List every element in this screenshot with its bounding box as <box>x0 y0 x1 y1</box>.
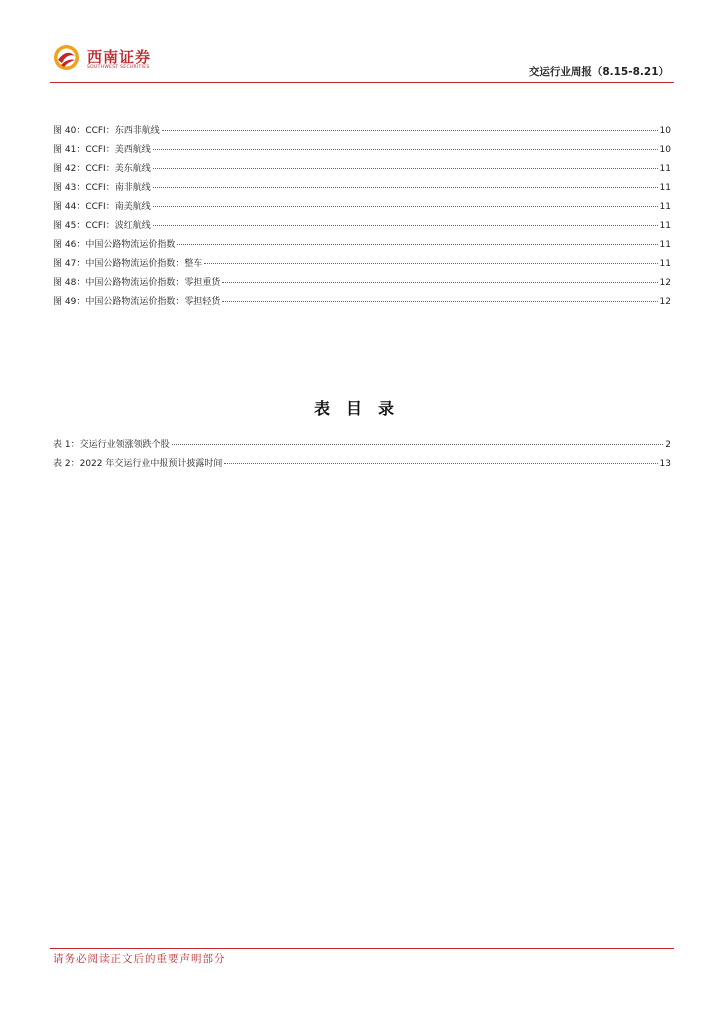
toc-entry-table[interactable] <box>53 437 671 456</box>
logo-english-text: SOUTHWEST SECURITIES <box>87 65 150 70</box>
logo-chinese-text: 西南证券 <box>87 48 152 66</box>
toc-entry-page: 11 <box>659 240 671 250</box>
toc-entry-label: 图 42：CCFI：美东航线 <box>53 164 151 174</box>
toc-dot-leader <box>222 282 657 283</box>
toc-entry-page: 12 <box>659 278 671 288</box>
toc-entry-figure[interactable] <box>53 161 671 180</box>
header-divider <box>50 82 674 83</box>
toc-entry-label: 图 41：CCFI：美西航线 <box>53 145 151 155</box>
toc-entry-table[interactable] <box>53 456 671 475</box>
toc-entry-page: 10 <box>659 126 671 136</box>
toc-entry-page: 11 <box>659 221 671 231</box>
toc-dot-leader <box>204 263 657 264</box>
table-list <box>53 437 671 475</box>
toc-entry-label: 图 43：CCFI：南非航线 <box>53 183 151 193</box>
toc-dot-leader <box>153 187 658 188</box>
toc-dot-leader <box>153 225 658 226</box>
toc-entry-page: 11 <box>659 202 671 212</box>
toc-entry-page: 13 <box>659 459 671 469</box>
toc-entry-figure[interactable] <box>53 180 671 199</box>
toc-entry-figure[interactable] <box>53 294 671 313</box>
toc-entry-figure[interactable] <box>53 237 671 256</box>
toc-entry-page: 11 <box>659 259 671 269</box>
toc-dot-leader <box>172 444 664 445</box>
toc-entry-label: 图 47：中国公路物流运价指数：整车 <box>53 259 203 269</box>
toc-entry-figure[interactable] <box>53 218 671 237</box>
toc-entry-label: 图 44：CCFI：南美航线 <box>53 202 151 212</box>
toc-entry-page: 11 <box>659 183 671 193</box>
toc-entry-page: 12 <box>659 297 671 307</box>
toc-entry-label: 图 40：CCFI：东西非航线 <box>53 126 160 136</box>
toc-entry-figure[interactable] <box>53 142 671 161</box>
toc-dot-leader <box>153 206 658 207</box>
toc-entry-label: 图 48：中国公路物流运价指数：零担重货 <box>53 278 221 288</box>
toc-entry-label: 图 49：中国公路物流运价指数：零担轻货 <box>53 297 221 307</box>
toc-entry-figure[interactable] <box>53 123 671 142</box>
toc-dot-leader <box>153 168 658 169</box>
toc-dot-leader <box>162 130 658 131</box>
toc-entry-page: 2 <box>665 440 671 450</box>
logo-emblem-icon <box>53 44 80 71</box>
figure-list <box>53 123 671 313</box>
toc-dot-leader <box>222 301 657 302</box>
toc-dot-leader <box>153 149 658 150</box>
toc-entry-label: 表 2：2022 年交运行业中报预计披露时间 <box>53 459 223 469</box>
toc-entry-page: 11 <box>659 164 671 174</box>
toc-entry-figure[interactable] <box>53 199 671 218</box>
brand-logo <box>53 44 173 74</box>
toc-dot-leader <box>224 463 657 464</box>
footer-divider <box>50 948 674 949</box>
toc-entry-label: 图 46：中国公路物流运价指数 <box>53 240 176 250</box>
toc-entry-page: 10 <box>659 145 671 155</box>
toc-entry-label: 表 1：交运行业领涨领跌个股 <box>53 440 170 450</box>
report-title: 交运行业周报（8.15-8.21） <box>528 66 669 78</box>
toc-entry-figure[interactable] <box>53 256 671 275</box>
toc-entry-label: 图 45：CCFI：波红航线 <box>53 221 151 231</box>
toc-entry-figure[interactable] <box>53 275 671 294</box>
table-of-tables-heading: 表目录 <box>313 399 410 418</box>
toc-dot-leader <box>177 244 657 245</box>
footer-disclaimer: 请务必阅读正文后的重要声明部分 <box>53 953 226 965</box>
